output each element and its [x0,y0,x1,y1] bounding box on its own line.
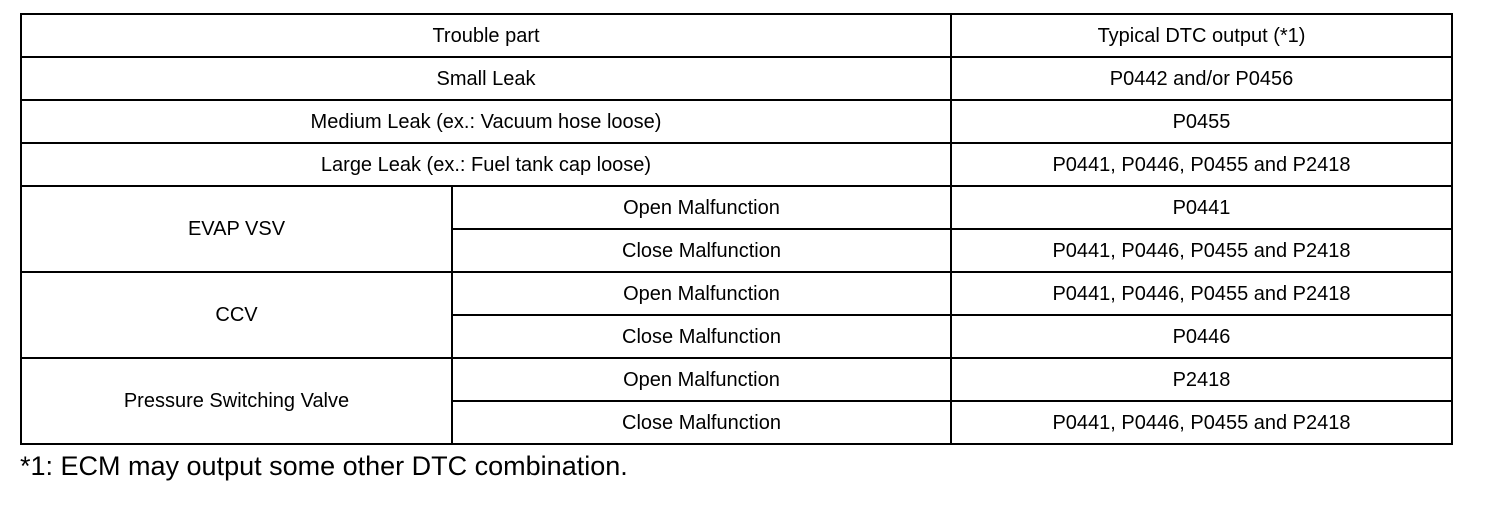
malfunction-mode-cell: Close Malfunction [452,229,951,272]
trouble-part-group-cell: CCV [21,272,452,358]
malfunction-mode-cell: Close Malfunction [452,315,951,358]
trouble-part-cell: Small Leak [21,57,951,100]
table-row [21,100,1452,143]
dtc-cell: P0441, P0446, P0455 and P2418 [951,143,1452,186]
malfunction-mode-cell: Open Malfunction [452,186,951,229]
dtc-cell: P0441, P0446, P0455 and P2418 [951,272,1452,315]
dtc-table [20,13,1453,445]
table-row [21,186,1452,229]
dtc-cell: P2418 [951,358,1452,401]
malfunction-mode-cell: Open Malfunction [452,272,951,315]
dtc-cell: P0441, P0446, P0455 and P2418 [951,401,1452,444]
trouble-part-group-cell: EVAP VSV [21,186,452,272]
header-row [21,14,1452,57]
header-typical-dtc: Typical DTC output (*1) [951,14,1452,57]
trouble-part-cell: Large Leak (ex.: Fuel tank cap loose) [21,143,951,186]
dtc-cell: P0455 [951,100,1452,143]
footnote: *1: ECM may output some other DTC combination. [20,451,628,481]
trouble-part-group-cell: Pressure Switching Valve [21,358,452,444]
trouble-part-cell: Medium Leak (ex.: Vacuum hose loose) [21,100,951,143]
table-row [21,143,1452,186]
table-row [21,57,1452,100]
dtc-cell: P0441 [951,186,1452,229]
dtc-cell: P0441, P0446, P0455 and P2418 [951,229,1452,272]
header-trouble-part: Trouble part [21,14,951,57]
dtc-cell: P0442 and/or P0456 [951,57,1452,100]
table-row [21,272,1452,315]
dtc-cell: P0446 [951,315,1452,358]
malfunction-mode-cell: Close Malfunction [452,401,951,444]
malfunction-mode-cell: Open Malfunction [452,358,951,401]
table-row [21,358,1452,401]
